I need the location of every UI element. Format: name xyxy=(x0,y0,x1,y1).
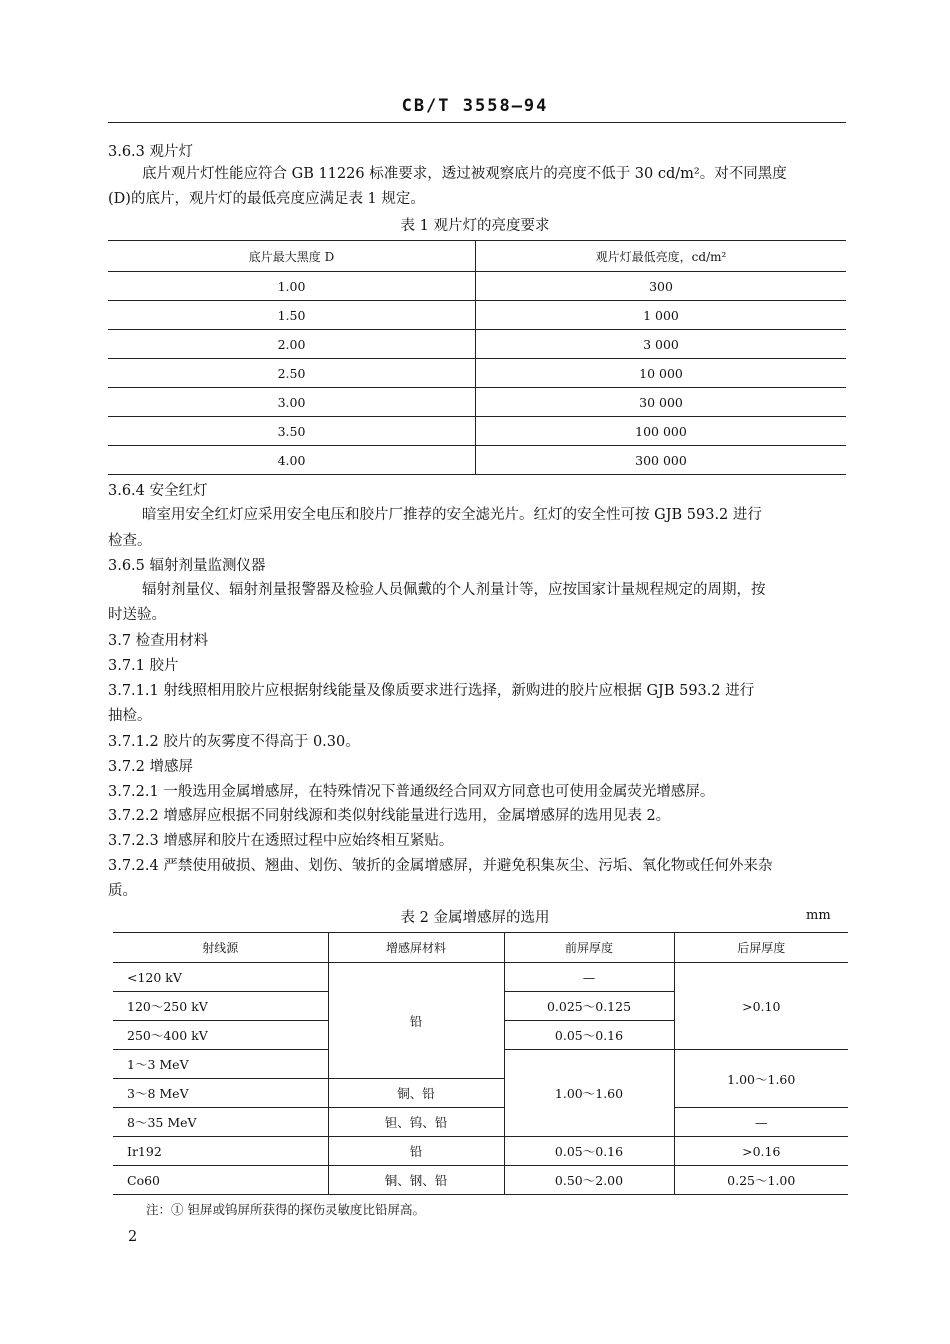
table2-unit: mm xyxy=(806,908,831,923)
section-3-7-1-heading: 3.7.1 胶片 xyxy=(108,658,179,674)
table2-cell-front: 0.05～0.16 xyxy=(504,1137,674,1166)
table2-cell-front: 0.50～2.00 xyxy=(504,1166,674,1195)
section-3-6-4-text-line1: 暗室用安全红灯应采用安全电压和胶片厂推荐的安全滤光片。红灯的安全性可按 GJB 593.2 进行 xyxy=(142,507,762,523)
table-row xyxy=(108,388,846,417)
table2-cell-back: 0.25～1.00 xyxy=(674,1166,848,1195)
table2-cell-source: Ir192 xyxy=(113,1137,328,1166)
table2-header-source: 射线源 xyxy=(113,933,328,963)
document-header-code: CB/T 3558—94 xyxy=(401,96,549,116)
section-3-7-2-4-line1: 3.7.2.4 严禁使用破损、翘曲、划伤、皱折的金属增感屏，并避免积集灰尘、污垢、氧化物或任何外来杂 xyxy=(108,858,773,874)
table2-cell-back: >0.10 xyxy=(674,963,848,1050)
table1-header-brightness: 观片灯最低亮度，cd/m² xyxy=(476,241,847,272)
table1-caption: 表 1 观片灯的亮度要求 xyxy=(400,218,550,234)
table-row xyxy=(108,272,846,301)
section-3-6-4-text-line2: 检查。 xyxy=(108,533,152,549)
section-3-6-3-text-line2: (D)的底片，观片灯的最低亮度应满足表 1 规定。 xyxy=(108,191,425,207)
table-row xyxy=(113,1166,848,1195)
table1-cell-brightness: 3 000 xyxy=(476,330,847,359)
table1-header-density: 底片最大黑度 D xyxy=(108,241,476,272)
header-rule xyxy=(108,122,846,123)
table2-cell-back: 1.00～1.60 xyxy=(674,1050,848,1108)
page-number: 2 xyxy=(128,1229,138,1245)
table2-cell-material: 铅 xyxy=(328,1137,504,1166)
table-row xyxy=(113,1137,848,1166)
table1-cell-density: 3.00 xyxy=(108,388,476,417)
table2-cell-material: 钽、钨、铅 xyxy=(328,1108,504,1137)
section-3-6-5-heading: 3.6.5 辐射剂量监测仪器 xyxy=(108,558,266,574)
table1-header-row xyxy=(108,241,846,272)
table2-cell-source: 8～35 MeV xyxy=(113,1108,328,1137)
table1-cell-brightness: 300 000 xyxy=(476,446,847,475)
section-3-6-3-text-line1: 底片观片灯性能应符合 GB 11226 标准要求，透过被观察底片的亮度不低于 30 cd/m²。对不同黑度 xyxy=(142,166,787,182)
section-3-7-1-1-line2: 抽检。 xyxy=(108,708,152,724)
table2-cell-source: Co60 xyxy=(113,1166,328,1195)
section-3-7-2-4-line2: 质。 xyxy=(108,883,137,899)
table2-caption: 表 2 金属增感屏的选用 xyxy=(400,910,550,926)
table2-header-back: 后屏厚度 xyxy=(674,933,848,963)
table-row xyxy=(108,446,846,475)
section-3-7-1-2-text: 3.7.1.2 胶片的灰雾度不得高于 0.30。 xyxy=(108,734,360,750)
table2-cell-source: 1～3 MeV xyxy=(113,1050,328,1079)
section-3-7-1-1-line1: 3.7.1.1 射线照相用胶片应根据射线能量及像质要求进行选择，新购进的胶片应根据 GJB 593.2 进行 xyxy=(108,683,755,699)
table1-cell-density: 1.50 xyxy=(108,301,476,330)
section-3-7-2-1-text: 3.7.2.1 一般选用金属增感屏，在特殊情况下普通级经合同双方同意也可使用金属荧光增感屏。 xyxy=(108,784,715,800)
section-3-7-2-3-text: 3.7.2.3 增感屏和胶片在透照过程中应始终相互紧贴。 xyxy=(108,833,454,849)
table2-header-row xyxy=(113,933,848,963)
table1-cell-density: 2.50 xyxy=(108,359,476,388)
section-3-6-3-heading: 3.6.3 观片灯 xyxy=(108,144,194,160)
table1-cell-density: 1.00 xyxy=(108,272,476,301)
section-3-6-4-heading: 3.6.4 安全红灯 xyxy=(108,483,208,499)
table2-cell-back: — xyxy=(674,1108,848,1137)
section-3-7-2-2-text: 3.7.2.2 增感屏应根据不同射线源和类似射线能量进行选用，金属增感屏的选用见表 2。 xyxy=(108,808,671,824)
table1-cell-density: 2.00 xyxy=(108,330,476,359)
table2-cell-front: — xyxy=(504,963,674,992)
section-3-7-heading: 3.7 检查用材料 xyxy=(108,633,209,649)
table2-cell-source: 3～8 MeV xyxy=(113,1079,328,1108)
table1-cell-brightness: 10 000 xyxy=(476,359,847,388)
table2-cell-material: 铜、钢、铅 xyxy=(328,1166,504,1195)
table2-cell-source: <120 kV xyxy=(113,963,328,992)
section-3-6-5-text-line2: 时送验。 xyxy=(108,607,166,623)
table2-cell-source: 120～250 kV xyxy=(113,992,328,1021)
section-3-6-5-text-line1: 辐射剂量仪、辐射剂量报警器及检验人员佩戴的个人剂量计等，应按国家计量规程规定的周期，按 xyxy=(142,582,766,598)
table1-cell-density: 4.00 xyxy=(108,446,476,475)
table2-header-front: 前屏厚度 xyxy=(504,933,674,963)
table1-cell-density: 3.50 xyxy=(108,417,476,446)
table1-cell-brightness: 300 xyxy=(476,272,847,301)
table2-cell-source: 250～400 kV xyxy=(113,1021,328,1050)
table2-cell-front: 0.025～0.125 xyxy=(504,992,674,1021)
table2-cell-material: 铜、铅 xyxy=(328,1079,504,1108)
table2-note: 注：① 钽屏或钨屏所获得的探伤灵敏度比铅屏高。 xyxy=(146,1202,425,1217)
table-row xyxy=(108,330,846,359)
table2-cell-front: 1.00～1.60 xyxy=(504,1050,674,1137)
table2-cell-front: 0.05～0.16 xyxy=(504,1021,674,1050)
table2-header-material: 增感屏材料 xyxy=(328,933,504,963)
table1-cell-brightness: 100 000 xyxy=(476,417,847,446)
table2-cell-back: >0.16 xyxy=(674,1137,848,1166)
section-3-7-2-heading: 3.7.2 增感屏 xyxy=(108,759,194,775)
table2-cell-material: 铅 xyxy=(328,963,504,1079)
table1 xyxy=(108,240,846,475)
table-row xyxy=(113,963,848,992)
table-row xyxy=(108,301,846,330)
table-row xyxy=(113,1108,848,1137)
table-row xyxy=(108,417,846,446)
table2 xyxy=(113,932,848,1195)
table1-cell-brightness: 30 000 xyxy=(476,388,847,417)
table1-cell-brightness: 1 000 xyxy=(476,301,847,330)
table-row xyxy=(108,359,846,388)
